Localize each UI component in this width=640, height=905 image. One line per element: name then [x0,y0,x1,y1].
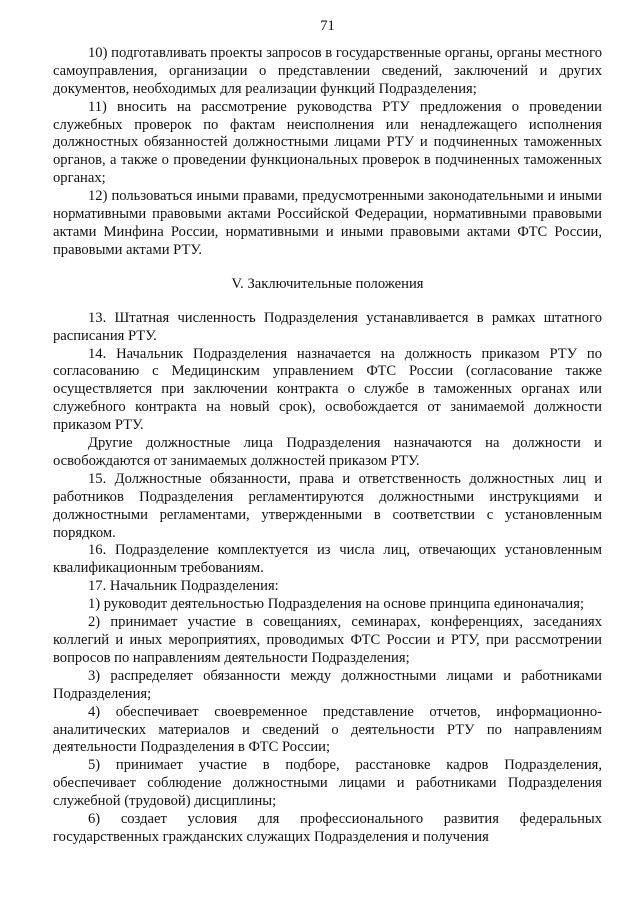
paragraph-item-10: 10) подготавливать проекты запросов в государственные органы, органы местного самоуправления, организации о представлении сведений, заключений и других документов, необходимых для реализации функций Подразделения; [53,44,602,97]
paragraph-item-16: 16. Подразделение комплектуется из числа лиц, отвечающих установленным квалификационным требованиям. [53,542,602,577]
paragraph-item-13: 13. Штатная численность Подразделения устанавливается в рамках штатного расписания РТУ. [53,309,602,344]
paragraph-subitem-1: 1) руководит деятельностью Подразделения на основе принципа единоначалия; [88,596,585,613]
section-heading: V. Заключительные положения [231,275,424,292]
paragraph-other-officials: Другие должностные лица Подразделения назначаются на должности и освобождаются от занимаемых должностей приказом РТУ. [53,435,602,469]
paragraph-item-11: 11) вносить на рассмотрение руководства РТУ предложения о проведении служебных проверок по фактам неисполнения или ненадлежащего исполнения должностных обязанностей должностными лицами РТУ и подчиненных таможенных органов, а также о проведении функциональных проверок в подчиненных таможенных органах; [53,98,602,187]
page-number: 71 [320,18,335,34]
paragraph-item-17: 17. Начальник Подразделения: [88,578,279,595]
paragraph-subitem-6: 6) создает условия для профессионального развития федеральных государственных гражданских служащих Подразделения и получения [53,811,602,845]
paragraph-subitem-5: 5) принимает участие в подборе, расстановке кадров Подразделения, обеспечивает соблюдение должностными лицами и работниками Подразделения служебной (трудовой) дисциплины; [53,757,602,810]
paragraph-item-15: 15. Должностные обязанности, права и ответственность должностных лиц и работников Подразделения регламентируются должностными инструкциями и должностными регламентами, утвержденными в соответствии с установленным порядком. [53,470,602,541]
paragraph-subitem-2: 2) принимает участие в совещаниях, семинарах, конференциях, заседаниях коллегий и иных мероприятиях, проводимых ФТС России и РТУ, при рассмотрении вопросов по направлениям деятельности Подразделения; [53,614,602,666]
paragraph-subitem-3: 3) распределяет обязанности между должностными лицами и работниками Подразделения; [53,667,602,702]
paragraph-item-14: 14. Начальник Подразделения назначается на должность приказом РТУ по согласованию с Медицинским управлением ФТС России (согласование также осуществляется при заключении контракта о службе в таможенных органах или служебного контракта на новый срок), освобождается от занимаемой должности приказом РТУ. [53,345,602,434]
paragraph-subitem-4: 4) обеспечивает своевременное представление отчетов, информационно-аналитических материалов и сведений о деятельности РТУ по направлениям деятельности Подразделения в ФТС России; [53,703,602,756]
paragraph-item-12: 12) пользоваться иными правами, предусмотренными законодательными и иными нормативными правовыми актами Российской Федерации, нормативными правовыми актами Минфина России, нормативными и иными правовыми актами ФТС России, правовыми актами РТУ. [53,188,602,258]
